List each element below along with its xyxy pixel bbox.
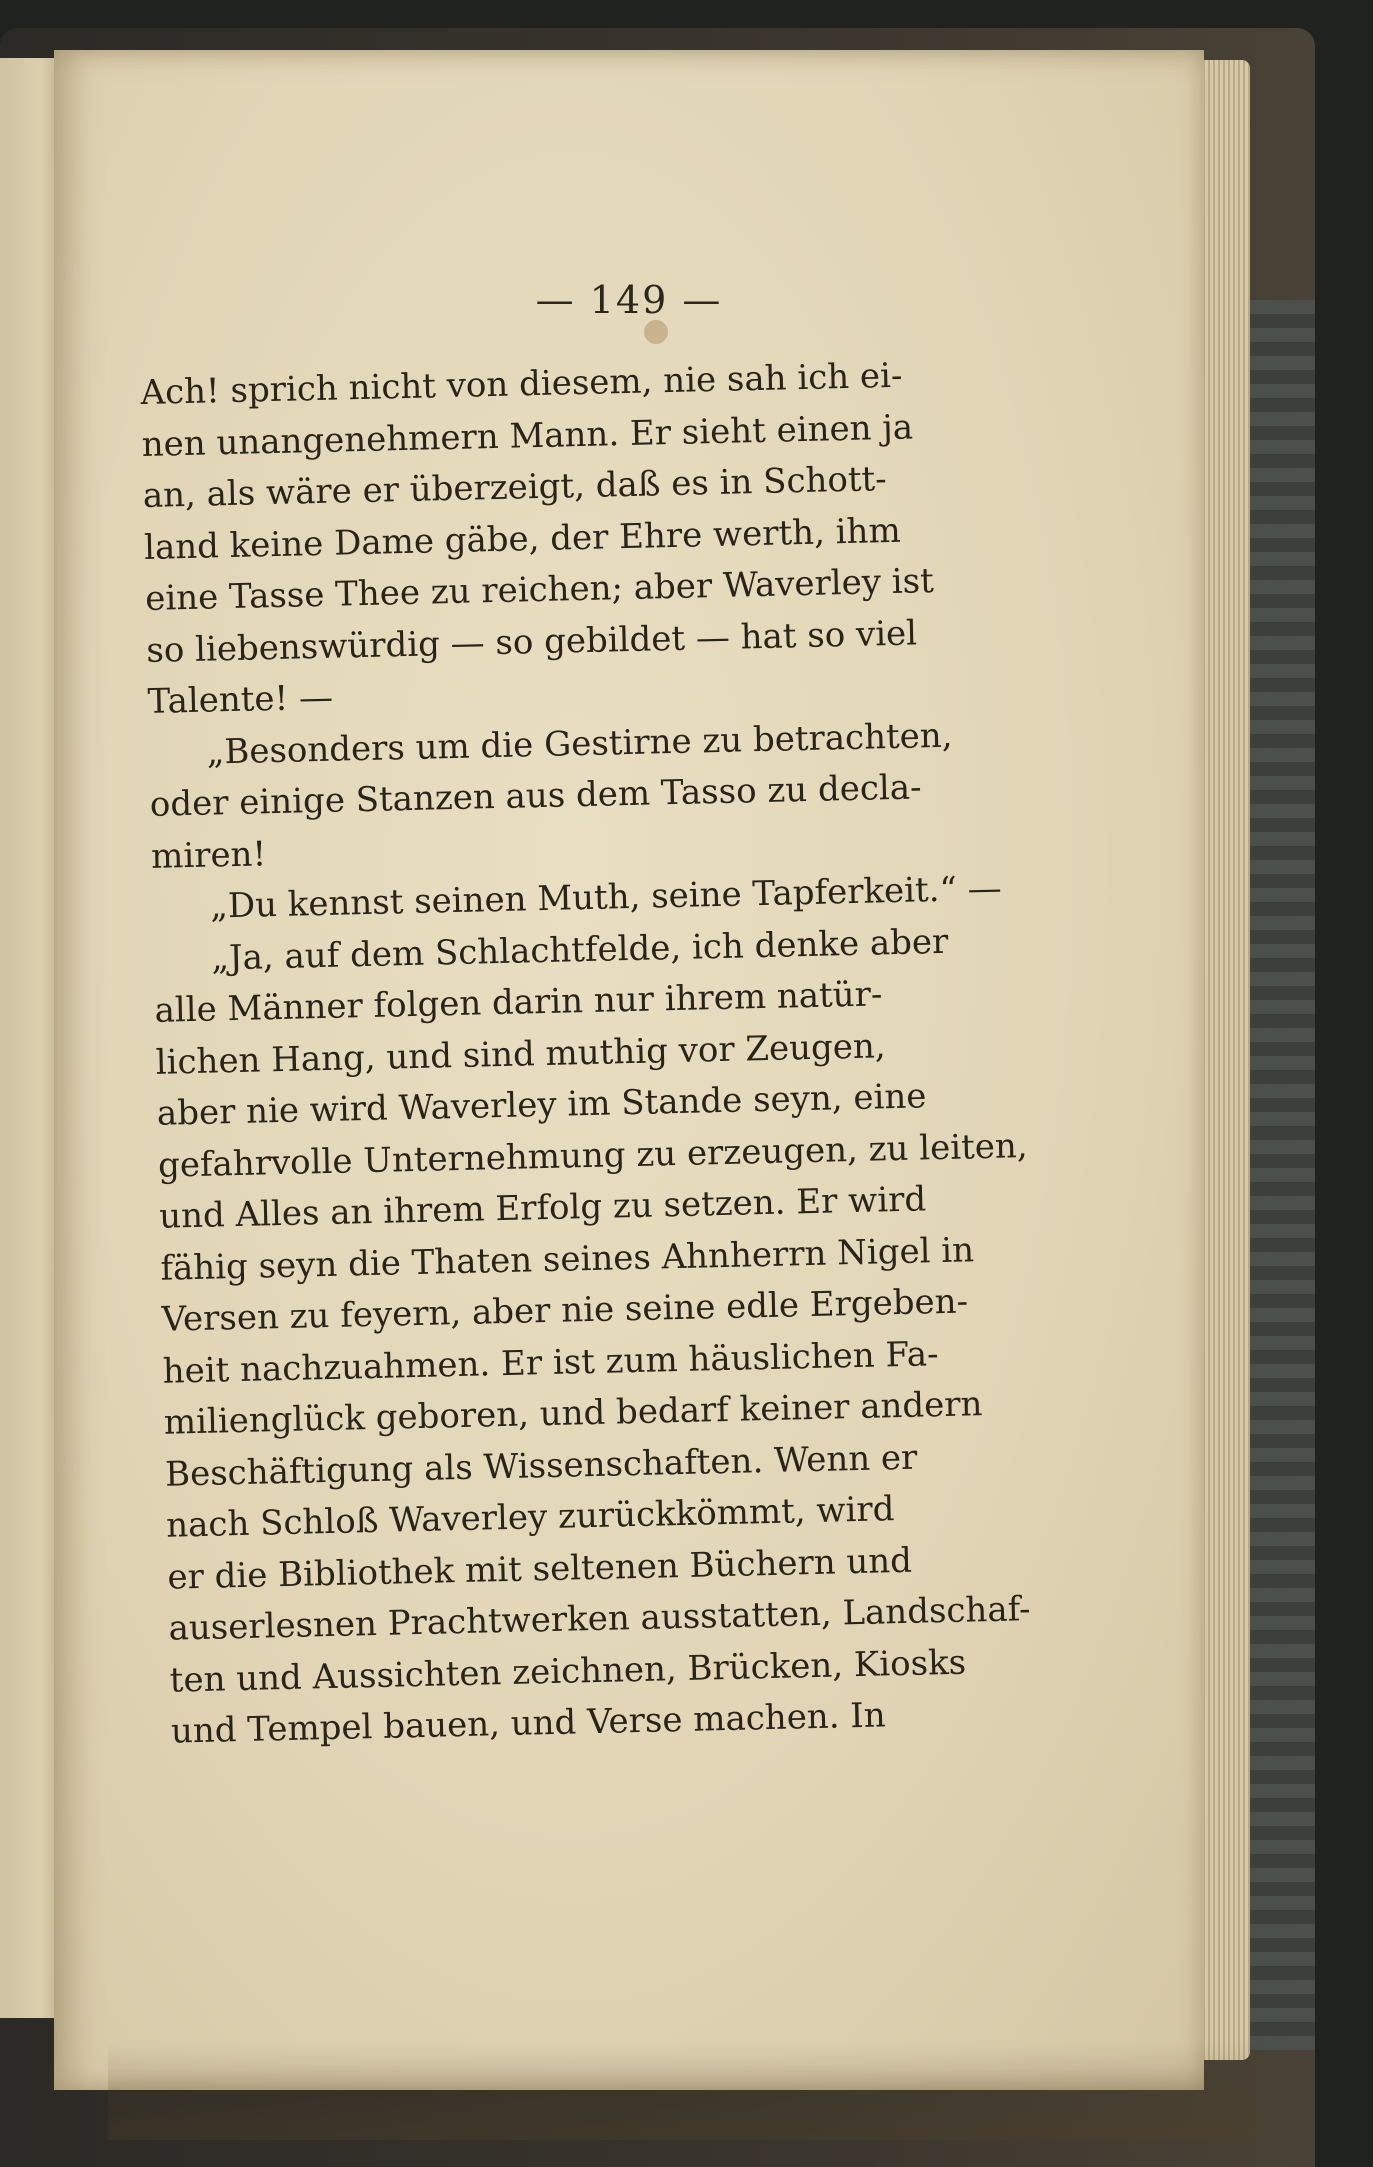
text-line: nen unangenehmern Mann. Er sieht einen ja (141, 406, 914, 465)
text-line: heit nachzuahmen. Er ist zum häuslichen Fa- (162, 1333, 939, 1392)
text-line: Ach! sprich nicht von diesem, nie sah ich ei- (140, 355, 903, 413)
text-line: an, als wäre er überzeigt, daß es in Schott- (142, 459, 888, 516)
text-line: lichen Hang, und sind muthig vor Zeugen, (155, 1025, 887, 1083)
text-line: aber nie wird Waverley im Stande seyn, eine (156, 1076, 927, 1134)
text-line: Versen zu feyern, aber nie seine edle Ergeben- (161, 1281, 969, 1340)
book-page (54, 50, 1204, 2090)
text-line: land keine Dame gäbe, der Ehre werth, ihm (143, 510, 902, 568)
text-line: milienglück geboren, und bedarf keiner andern (163, 1384, 983, 1443)
text-line: miren! (150, 833, 267, 877)
text-line: gefahrvolle Unternehmung zu erzeugen, zu leiten, (157, 1125, 1028, 1186)
paper-stain (644, 320, 668, 344)
text-line: so liebenswürdig — so gebildet — hat so viel (145, 612, 918, 671)
text-line: fähig seyn die Thaten seines Ahnherrn Nigel in (159, 1229, 975, 1289)
text-line: ten und Aussichten zeichnen, Brücken, Kiosks (169, 1642, 967, 1701)
page-body-text (140, 348, 1051, 1758)
text-line: Beschäftigung als Wissenschaften. Wenn er (164, 1437, 918, 1495)
text-line: „Besonders um die Gestirne zu betrachten, (206, 715, 953, 773)
text-line: alle Männer folgen darin nur ihrem natür- (154, 974, 883, 1031)
text-line: eine Tasse Thee zu reichen; aber Waverley ist (144, 561, 935, 619)
text-line: und Tempel bauen, und Verse machen. In (170, 1695, 887, 1752)
text-line: und Alles an ihrem Erfolg zu setzen. Er wird (158, 1179, 927, 1237)
book-edge (1245, 300, 1315, 2050)
text-line: „Du kennst seinen Muth, seine Tapferkeit.“ — (209, 868, 1003, 927)
page-number: — 149 — (535, 278, 723, 322)
text-line: Talente! — (147, 677, 334, 722)
text-line: „Ja, auf dem Schlachtfelde, ich denke aber (210, 921, 949, 979)
text-line: oder einige Stanzen aus dem Tasso zu decla- (149, 767, 922, 825)
text-line: er die Bibliothek mit seltenen Büchern und (166, 1540, 913, 1598)
page-shadow (108, 2040, 1258, 2140)
text-line: nach Schloß Waverley zurückkömmt, wird (165, 1489, 895, 1546)
text-line: auserlesnen Prachtwerken ausstatten, Landschaf- (168, 1589, 1031, 1649)
